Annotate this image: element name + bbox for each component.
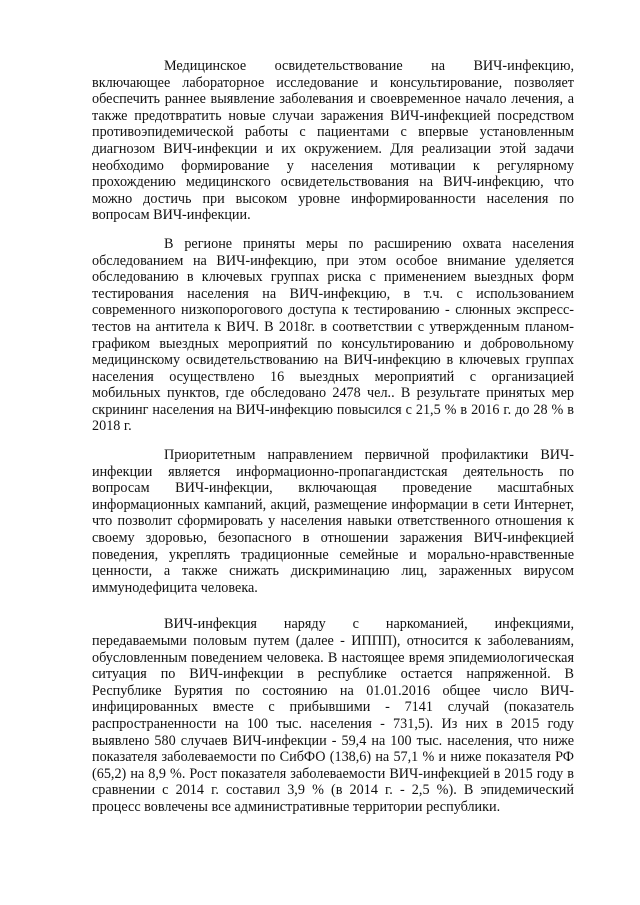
document-page — [92, 58, 574, 828]
paragraph-epidemiological-situation: ВИЧ-инфекция наряду с наркоманией, инфекциями, передаваемыми половым путем (далее - ИППП), относится к заболеваниям, обусловленным поведением человека. В настоящее время эпидемиологическая ситуация по ВИЧ-инфекции в республике остается напряженной. В Республике Бурятия по состоянию на 01.01.2016 общее число ВИЧ-инфицированных вместе с прибывшими - 7141 случай (показатель распространенности на 100 тыс. населения - 731,5). Из них в 2015 году выявлено 580 случаев ВИЧ-инфекции - 59,4 на 100 тыс. населения, что ниже показателя заболеваемости по СибФО (138,6) на 57,1 % и ниже показателя РФ (65,2) на 8,9 %. Рост показателя заболеваемости ВИЧ-инфекцией в 2015 году в сравнении с 2014 г. составил 3,9 % (в 2014 г. - 2,5 %). В эпидемический процесс вовлечены все административные территории республики. — [92, 616, 574, 815]
paragraph-prevention-priority: Приоритетным направлением первичной профилактики ВИЧ-инфекции является информационно-пропагандистская деятельность по вопросам ВИЧ-инфекции, включающая проведение масштабных информационных кампаний, акций, размещение информации в сети Интернет, что позволит сформировать у населения навыки ответственного отношения к своему здоровью, безопасного в отношении заражения ВИЧ-инфекцией поведения, укреплять традиционные семейные и морально-нравственные ценности, а также снижать дискриминацию лиц, зараженных вирусом иммунодефицита человека. — [92, 447, 574, 596]
paragraph-testing-coverage: В регионе приняты меры по расширению охвата населения обследованием на ВИЧ-инфекцию, при этом особое внимание уделяется обследованию в ключевых группах риска с применением выездных форм тестирования населения на ВИЧ-инфекцию, в т.ч. с использованием современного низкопорогового доступа к тестированию - слюнных экспресс-тестов на антитела к ВИЧ. В 2018г. в соответствии с утвержденным планом-графиком выездных мероприятий по консультированию и добровольному медицинскому освидетельствованию на ВИЧ-инфекцию в ключевых группах населения осуществлено 16 выездных мероприятий с организацией мобильных пунктов, где обследовано 2478 чел.. В результате принятых мер скрининг населения на ВИЧ-инфекцию повысился с 21,5 % в 2016 г. до 28 % в 2018 г. — [92, 235, 574, 435]
paragraph-medical-examination: Медицинское освидетельствование на ВИЧ-инфекцию, включающее лабораторное исследование и консультирование, позволяет обеспечить раннее выявление заболевания и своевременное начало лечения, а также предотвратить новые случаи заражения ВИЧ-инфекцией посредством противоэпидемической работы с пациентами с впервые установленным диагнозом ВИЧ-инфекции и их окружением. Для реализации этой задачи необходимо формирование у населения мотивации к регулярному прохождению медицинского освидетельствования на ВИЧ-инфекцию, что можно достичь при высоком уровне информированности населения по вопросам ВИЧ-инфекции. — [92, 58, 574, 224]
